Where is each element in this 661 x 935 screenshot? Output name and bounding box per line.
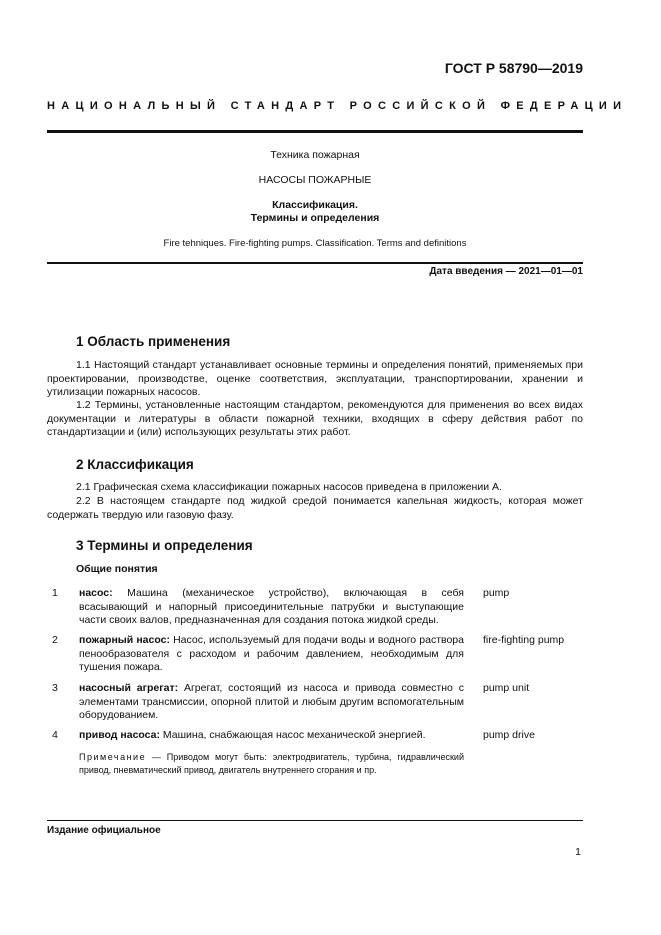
term-2-name: пожарный насос: — [79, 634, 170, 646]
term-3-english: pump unit — [483, 682, 530, 694]
term-3-definition: насосный агрегат: Агрегат, состоящий из насоса и привода совместно с элементами трансмиссии, опорной плитой и любым другим вспомогательным оборудованием. — [79, 682, 464, 721]
term-3-number: 3 — [52, 682, 58, 694]
term-4-english: pump drive — [483, 729, 535, 741]
term-1-number: 1 — [52, 587, 58, 599]
term-4-definition: привод насоса: Машина, снабжающая насос механической энергией. — [79, 729, 426, 741]
page-number: 1 — [575, 846, 581, 858]
term-2-definition: пожарный насос: Насос, используемый для подачи воды и водного раствора пенообразователя с расходом и рабочим давлением, необходимым для тушения пожара. — [79, 634, 464, 673]
term-4-name: привод насоса: — [79, 729, 160, 741]
section-2-para-2: 2.2 В настоящем стандарте под жидкой средой понимается капельная жидкость, которая может содержать твердую или газовую фазу. — [47, 495, 583, 521]
doc-title: НАСОСЫ ПОЖАРНЫЕ — [258, 174, 372, 186]
section-1-para-1: 1.1 Настоящий стандарт устанавливает основные термины и определения понятий, применяемых при проектировании, производстве, оценке соответствия, эксплуатации, транспортировании, хранении и утилизации пожарных насосов. — [47, 359, 583, 398]
section-2-heading: 2 Классификация — [76, 457, 194, 472]
note-label: Примечание — [79, 752, 147, 762]
header-divider — [47, 130, 583, 133]
term-3-name: насосный агрегат: — [79, 682, 179, 694]
footer-divider — [47, 820, 583, 821]
standard-number: ГОСТ Р 58790—2019 — [444, 60, 583, 76]
term-1-definition: насос: Машина (механическое устройство), включающая в себя всасывающий и напорный присоединительные патрубки и выступающие части своих валов, предназначенная для создания потока жидкой среды. — [79, 587, 464, 626]
term-4-number: 4 — [52, 729, 58, 741]
term-2-number: 2 — [52, 634, 58, 646]
section-1-para-2: 1.2 Термины, установленные настоящим стандартом, рекомендуются для применения во всех видах документации и литературы в области пожарной техники, входящих в сферу действия работ по стандартизации и (или) использующих результаты этих работ. — [47, 399, 583, 438]
doc-title-line3: Классификация. — [272, 199, 358, 211]
english-title: Fire tehniques. Fire-fighting pumps. Classification. Terms and definitions — [163, 238, 467, 249]
official-edition-label: Издание официальное — [47, 825, 161, 836]
section-3-heading: 3 Термины и определения — [76, 538, 253, 553]
section-1-heading: 1 Область применения — [76, 334, 231, 349]
doc-subject: Техника пожарная — [270, 149, 360, 161]
national-standard-title: НАЦИОНАЛЬНЫЙ СТАНДАРТ РОССИЙСКОЙ ФЕДЕРАЦИИ — [47, 100, 628, 112]
section-2-para-1: 2.1 Графическая схема классификации пожарных насосов приведена в приложении А. — [76, 481, 502, 493]
doc-title-line4: Термины и определения — [250, 212, 380, 224]
term-2-english: fire-fighting pump — [483, 634, 565, 646]
effective-date: Дата введения — 2021—01—01 — [429, 266, 583, 277]
section-3-subheading: Общие понятия — [76, 563, 158, 575]
term-1-english: pump — [483, 587, 510, 599]
term-4-note: Примечание — Приводом могут быть: электродвигатель, турбина, гидравлический привод, пневматический привод, двигатель внутреннего сгорания и пр. — [79, 752, 464, 775]
title-divider — [47, 262, 583, 264]
term-1-name: насос: — [79, 587, 113, 599]
